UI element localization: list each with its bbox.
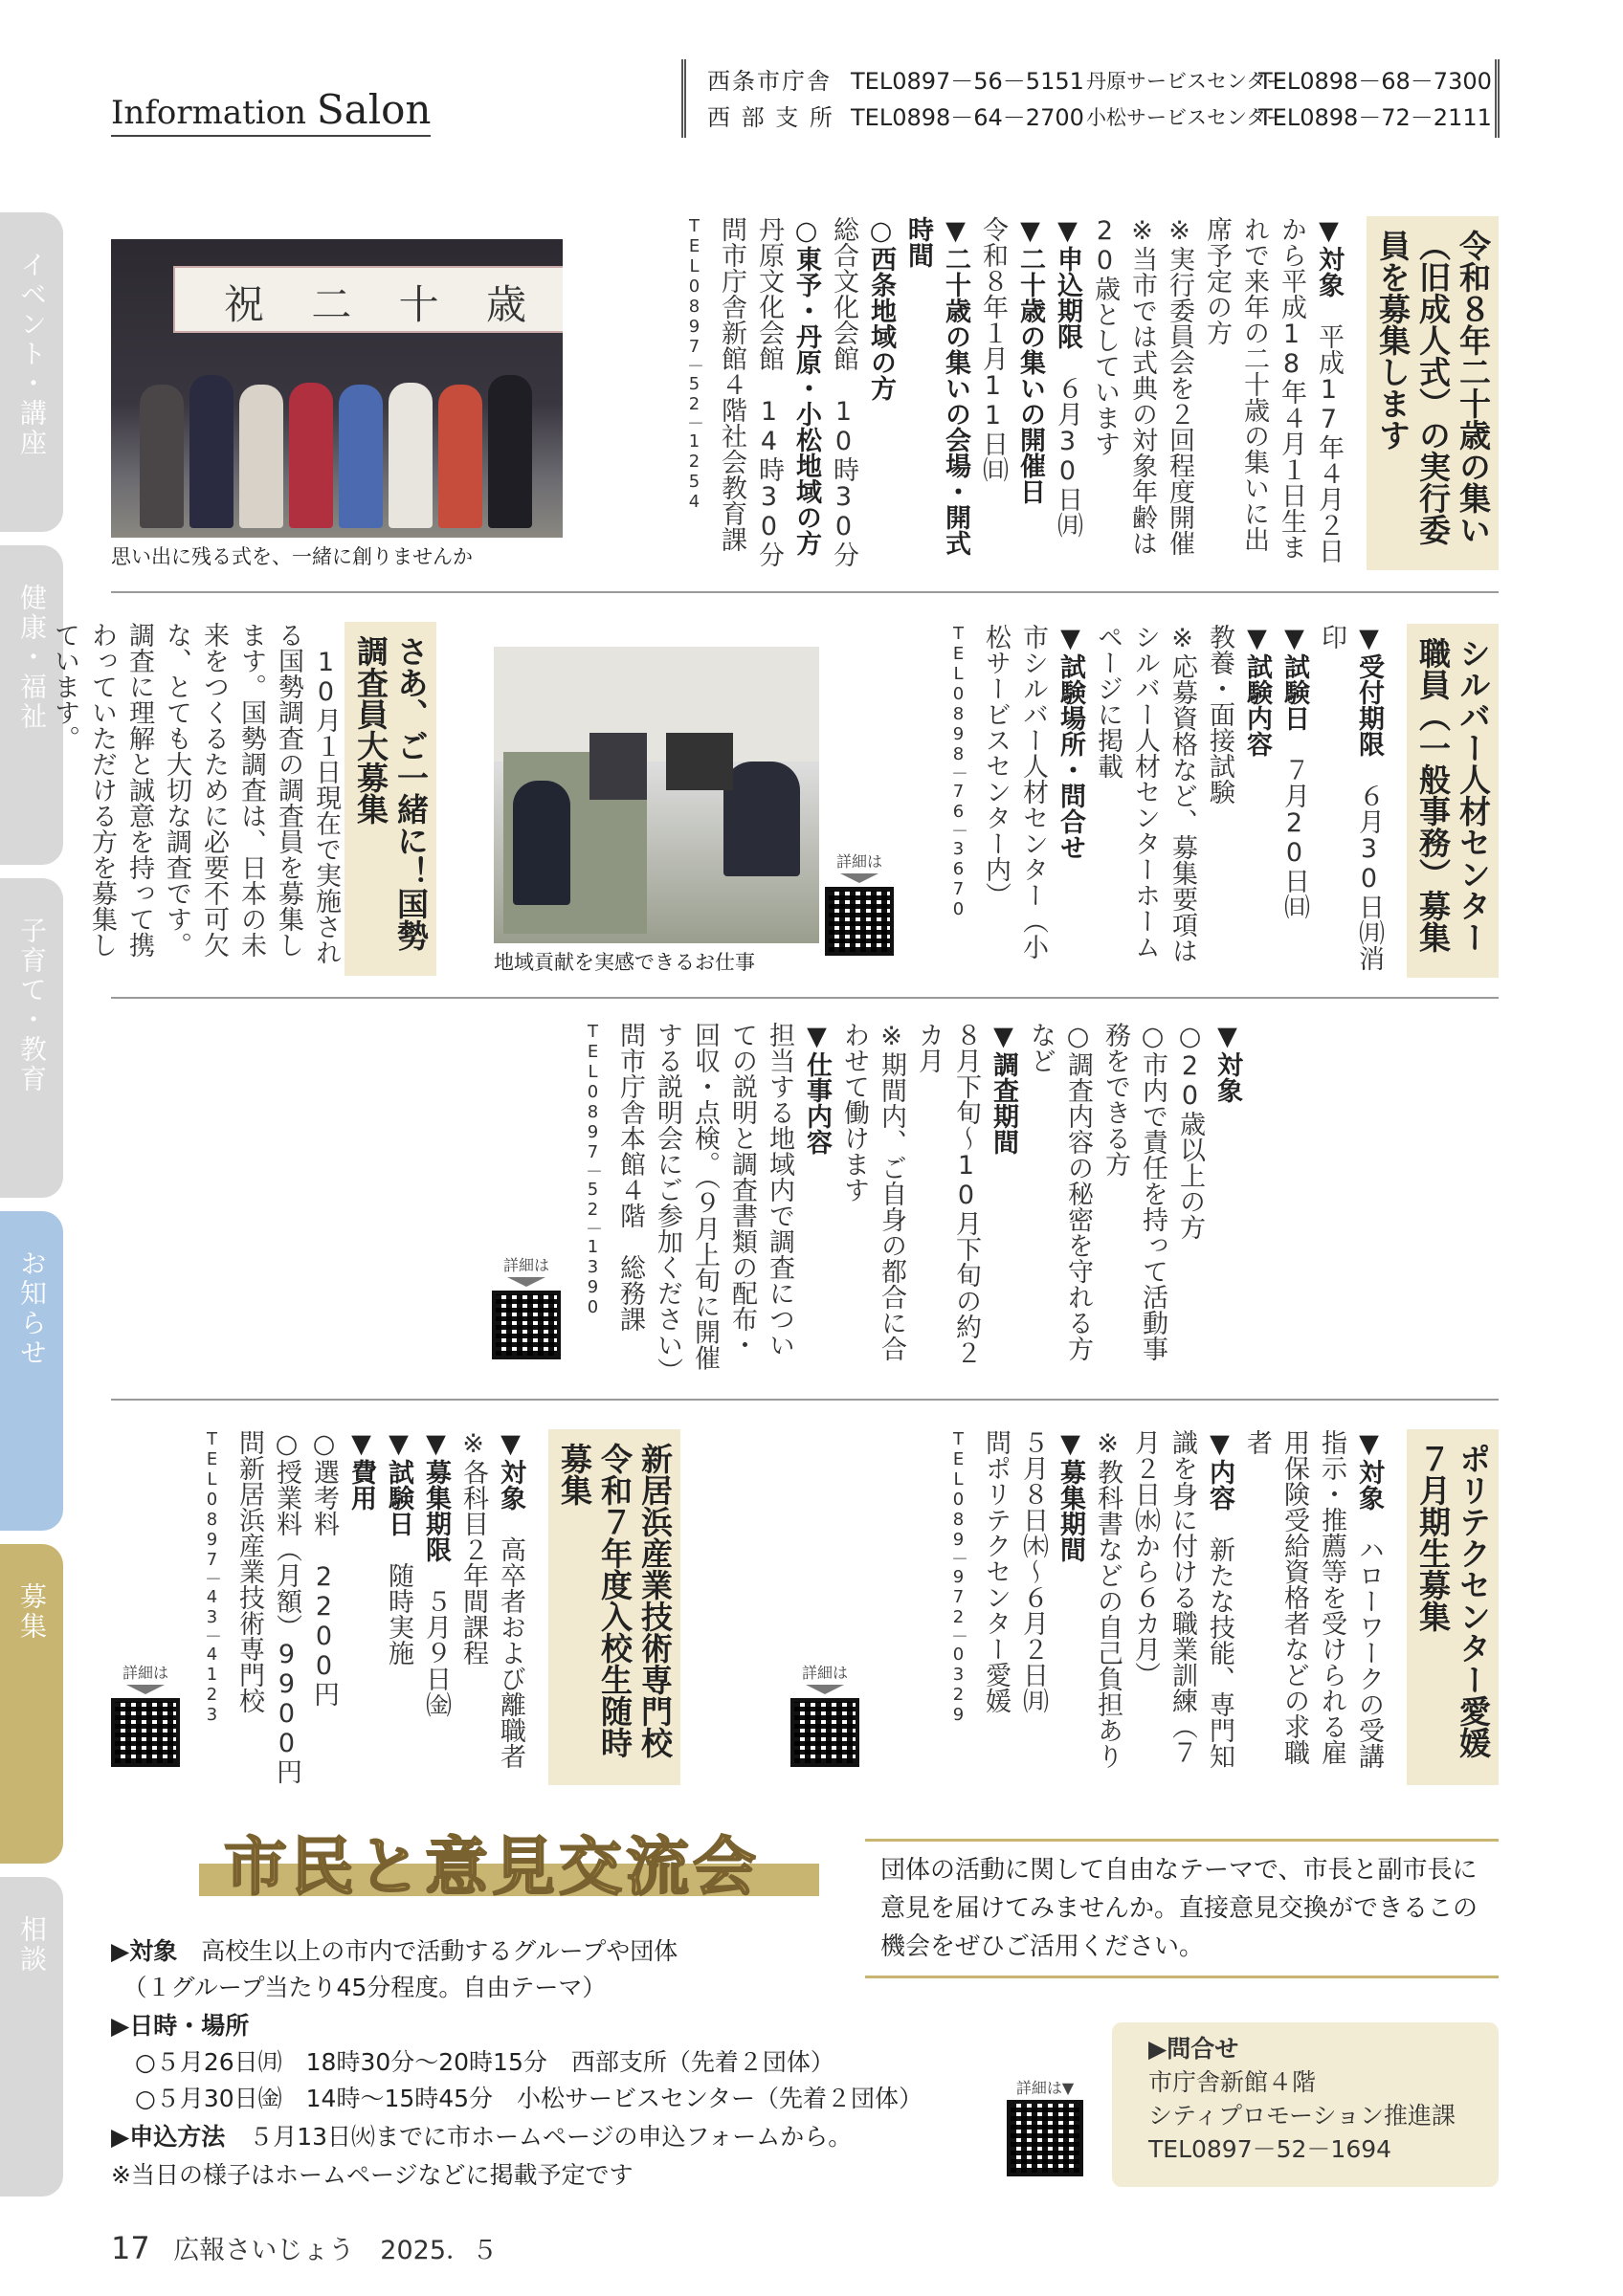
exchange-meeting-title xyxy=(199,1829,819,1904)
qr-code-icon xyxy=(825,887,894,956)
article-line: 令和８年１月11日㈰ xyxy=(978,216,1008,482)
qr-code-icon xyxy=(111,1698,180,1767)
article-title: シルバー人材センター職員（一般事務）募集 xyxy=(1407,624,1499,978)
office-name: 丹原サービスセンター xyxy=(1086,70,1287,93)
detail-qr[interactable] xyxy=(825,850,894,956)
exchange-meeting-intro: 団体の活動に関して自由なテーマで、市長と副市長に意見を届けてみませんか。直接意見交換ができるこの機会をぜひご活用ください。 xyxy=(865,1839,1499,1978)
article-line: ▼費用 xyxy=(346,1429,376,1511)
side-tab-recruitment[interactable]: 募集 xyxy=(0,1544,63,1864)
article-line: ▼申込期限 ６月30日㈪ xyxy=(1053,216,1082,538)
article-line: ▼対象 高卒者および離職者 xyxy=(496,1429,525,1769)
article-line: 問市庁舎新館４階社会教育課 xyxy=(717,216,746,552)
article-line: ※各科目２年間課程 xyxy=(458,1429,488,1666)
info-row: ※当日の様子はホームページなどに掲載予定です xyxy=(111,2161,634,2189)
arrow-down-icon xyxy=(126,1685,165,1694)
article-coming-of-age-committee xyxy=(676,216,1499,570)
article-line: ○20歳以上の方 xyxy=(1175,1022,1205,1240)
qr-code-icon xyxy=(790,1698,859,1767)
detail-qr[interactable] xyxy=(790,1661,859,1767)
publication-name: 広報さいじょう 2025．５ xyxy=(173,2236,499,2265)
info-row: （１グループ当たり45分程度。自由テーマ） xyxy=(111,1974,607,2001)
office-tel: TEL0898－68－7300 xyxy=(1258,68,1492,95)
divider xyxy=(111,997,1499,999)
article-line: ※教科書などの自己負担あり xyxy=(1093,1429,1123,1769)
office-tel: TEL0898－64－2700 xyxy=(851,104,1084,131)
article-line: ８月下旬～10月下旬の約２カ月 xyxy=(914,1022,981,1365)
article-line: ▼対象 平成17年４月２日から平成18年４月１日生まれで来年の二十歳の集いに出席予定の方 xyxy=(1202,216,1344,563)
detail-label: 詳細は▼ xyxy=(1015,2079,1075,2097)
article-line: ○東予・丹原・小松地域の方 xyxy=(791,216,821,556)
article-niihama-technical-school xyxy=(193,1429,680,1785)
info-row: ▶申込方法 ５月13日㈫までに市ホームページの申込フォームから。 xyxy=(111,2123,853,2151)
contact-line: TEL0897－52－1694 xyxy=(1148,2135,1392,2163)
detail-qr[interactable] xyxy=(111,1661,180,1767)
article-line: ▼内容 新たな技能、専門知識を身に付ける職業訓練（７月２日㈬から６カ月） xyxy=(1130,1429,1234,1769)
qr-code-icon xyxy=(1007,2100,1083,2176)
office-contacts xyxy=(681,59,1500,138)
office-name: 小松サービスセンター xyxy=(1086,106,1287,129)
article-line: ○調査内容の秘密を守れる方など xyxy=(1026,1022,1093,1361)
article-line: TEL089－972－0329 xyxy=(948,1429,968,1725)
office-name: 西条市庁舎 xyxy=(707,68,832,95)
article-line: ※期間内、ご自身の都合に合わせて働けます xyxy=(839,1022,906,1361)
side-tab-events[interactable]: イベント・講座 xyxy=(0,212,63,532)
arrow-down-icon xyxy=(806,1685,844,1694)
article-line: ▼募集期限 ５月９日㈮ xyxy=(421,1429,451,1717)
arrow-down-icon xyxy=(507,1277,545,1287)
detail-qr[interactable] xyxy=(492,1253,561,1359)
article-line: 担当する地域内で調査についての説明と調査書類の配布・回収・点検。（９月上旬に開催する説明会にご参加ください） xyxy=(653,1022,794,1383)
office-tel: TEL0898－72－2111 xyxy=(1258,104,1492,131)
article-line: ５月８日㈭～６月２日㈪ xyxy=(1018,1429,1048,1713)
office-name: 西 部 支 所 xyxy=(707,104,834,131)
detail-label: 詳細は xyxy=(801,1664,848,1682)
article-line: ▼試験日 随時実施 xyxy=(384,1429,413,1666)
contact-row xyxy=(707,63,1495,99)
qr-code-icon xyxy=(492,1291,561,1359)
article-line: ○西条地域の方 xyxy=(866,216,896,401)
article-line: 10月１日現在で実施される国勢調査の調査員を募集します。国勢調査は、日本の未来をつくるために必要不可欠な、とても大切な調査です。調査に理解と誠意を持って携わっていただける方を募集しています。 xyxy=(50,622,341,965)
detail-label: 詳細は xyxy=(122,1664,168,1682)
article-line: ▼受付期限 ６月30日㈪消印 xyxy=(1317,624,1384,971)
article-line: 丹原文化会館 14時30分 xyxy=(754,216,784,567)
side-tab-consultation[interactable]: 相談 xyxy=(0,1877,63,2197)
contact-label: ▶問合せ xyxy=(1148,2035,1239,2063)
side-tab-notices[interactable]: お知らせ xyxy=(0,1211,63,1531)
article-line: ▼二十歳の集いの会場・開式時間 xyxy=(903,216,970,556)
page-footer xyxy=(111,2229,498,2266)
article-census-recruitment xyxy=(50,622,436,976)
article-line: 問ポリテクセンター愛媛 xyxy=(981,1429,1011,1713)
detail-label: 詳細は xyxy=(835,852,882,871)
info-row: ▶対象 高校生以上の市内で活動するグループや団体 xyxy=(111,1937,678,1965)
article-line: 市シルバー人材センター（小松サービスセンター内） xyxy=(981,624,1048,960)
coming-of-age-photo xyxy=(111,239,563,538)
article-silver-center-staff xyxy=(940,624,1499,978)
article-line: ▼試験内容 xyxy=(1242,624,1272,757)
office-tel: TEL0897－56－5151 xyxy=(851,68,1084,95)
section-title xyxy=(111,86,431,137)
photo-banner: 祝 二 十 歳 xyxy=(173,266,563,333)
article-line: 総合文化会館 10時30分 xyxy=(829,216,858,567)
info-row: ○５月26日㈪ 18時30分～20時15分 西部支所（先着２団体） xyxy=(111,2048,834,2076)
section-title-big: Salon xyxy=(316,86,432,133)
article-line: TEL0898－76－3670 xyxy=(948,624,968,919)
side-tab-childcare[interactable]: 子育て・教育 xyxy=(0,878,63,1198)
info-row: ▶日時・場所 xyxy=(111,2012,250,2040)
article-line: ▼対象 xyxy=(1212,1022,1242,1103)
article-title: ポリテクセンター愛媛７月期生募集 xyxy=(1407,1429,1499,1785)
article-line: ▼試験日 ７月20日㈰ xyxy=(1279,624,1309,919)
article-line: ▼試験場所・問合せ xyxy=(1056,624,1085,860)
article-line: ▼募集期間 xyxy=(1056,1429,1085,1562)
exchange-meeting-heading: 市民と意見交流会 xyxy=(224,1830,760,1904)
office-work-photo xyxy=(494,647,819,943)
article-line: TEL0897－52－1254 xyxy=(684,216,704,512)
info-row: ○５月30日㈮ 14時～15時45分 小松サービスセンター（先着２団体） xyxy=(111,2085,923,2112)
divider xyxy=(111,1399,1499,1401)
divider xyxy=(111,591,1499,593)
detail-qr[interactable] xyxy=(1007,2076,1083,2176)
article-line: ○市内で責任を持って活動事務をできる方 xyxy=(1101,1022,1167,1361)
article-line: ▼対象 ハローワークの受講指示・推薦等を受けられる雇用保険受給資格者などの求職者 xyxy=(1242,1429,1384,1769)
page-number: 17 xyxy=(111,2230,150,2266)
article-polytech-ehime xyxy=(940,1429,1499,1785)
arrow-down-icon xyxy=(840,873,878,883)
article-line: 教養・面接試験 xyxy=(1205,624,1234,805)
article-line: ▼二十歳の集いの開催日 xyxy=(1015,216,1045,504)
article-line: ▼調査期間 xyxy=(989,1022,1018,1155)
article-line: 問新居浜産業技術専門校 xyxy=(234,1429,264,1713)
article-line: ○授業料（月額）9900円 xyxy=(272,1429,301,1784)
article-census-details xyxy=(574,1022,1246,1383)
article-title: 新居浜産業技術専門校令和７年度入校生随時募集 xyxy=(548,1429,680,1785)
contact-line: 市庁舎新館４階 xyxy=(1148,2068,1317,2096)
contact-box xyxy=(1112,2022,1499,2187)
article-line: 問市庁舎本館４階 総務課 xyxy=(615,1022,645,1332)
contact-row xyxy=(707,99,1495,136)
photo-caption: 思い出に残る式を、一緒に創りませんか xyxy=(111,545,473,568)
side-tab-health[interactable]: 健康・福祉 xyxy=(0,545,63,865)
article-title: 令和８年二十歳の集い（旧成人式）の実行委員を募集します xyxy=(1367,216,1499,570)
article-line: ○選考料 2200円 xyxy=(309,1429,339,1707)
contact-line: シティプロモーション推進課 xyxy=(1148,2102,1456,2130)
article-line: ※応募資格など、募集要項はシルバー人材センターホームページに掲載 xyxy=(1093,624,1197,963)
article-line: TEL0897－52－1390 xyxy=(583,1022,603,1317)
section-title-small: Information xyxy=(111,94,307,132)
photo-caption: 地域貢献を実感できるお仕事 xyxy=(494,951,755,974)
article-title: さあ、ご一緒に！国勢調査員大募集 xyxy=(345,622,436,976)
article-line: ▼仕事内容 xyxy=(802,1022,832,1155)
article-line: ※実行委員会を２回程度開催 xyxy=(1165,216,1194,556)
article-line: ※当市では式典の対象年齢は20歳としています xyxy=(1090,216,1157,556)
detail-label: 詳細は xyxy=(502,1256,549,1274)
article-line: TEL0897－43－4123 xyxy=(202,1429,222,1725)
